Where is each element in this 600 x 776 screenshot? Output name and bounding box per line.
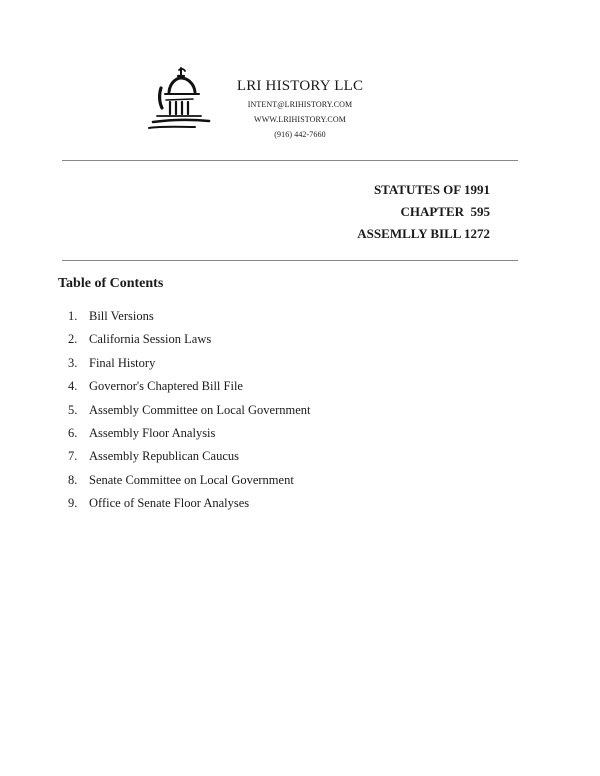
toc-item-label: Senate Committee on Local Government [89, 472, 294, 487]
toc-item-number: 7. [68, 449, 78, 464]
statutes-label: STATUTES OF 1991 [373, 182, 490, 197]
toc-item-label: Bill Versions [89, 309, 154, 323]
toc-item-number: 4. [68, 379, 78, 394]
bill-label: ASSEMLLY BILL 1272 [357, 226, 490, 241]
toc-item[interactable] [68, 472, 310, 495]
toc-item-label: Office of Senate Floor Analyses [89, 496, 250, 511]
toc-item-label: Assembly Committee on Local Government [89, 402, 311, 417]
toc-item[interactable] [68, 355, 310, 378]
toc-item-label: Governor's Chaptered Bill File [89, 379, 243, 394]
toc-item-number: 2. [68, 332, 78, 347]
toc-item[interactable] [68, 331, 310, 354]
toc-item-number: 5. [68, 402, 78, 417]
toc-item-number: 9. [68, 496, 78, 511]
company-name: LRI HISTORY LLC [236, 78, 364, 94]
toc-item-number: 1. [68, 309, 78, 323]
bill-info-divider [62, 260, 518, 261]
capitol-dome-logo-icon [143, 64, 213, 136]
toc-item-number: 8. [68, 472, 78, 487]
toc-item[interactable] [68, 378, 310, 401]
contact-website: WWW.LRIHISTORY.COM [254, 115, 346, 124]
header-divider [62, 160, 518, 161]
toc-title: Table of Contents [58, 276, 164, 291]
contact-phone: (916) 442-7660 [274, 130, 326, 139]
toc-item-label: Final History [89, 355, 156, 370]
toc-item-number: 6. [68, 425, 78, 440]
toc-item-number: 3. [68, 355, 78, 370]
toc-item[interactable] [68, 425, 310, 448]
toc-item-label: California Session Laws [89, 332, 212, 347]
contact-email: INTENT@LRIHISTORY.COM [247, 100, 353, 109]
toc-list [68, 308, 310, 519]
toc-item[interactable] [68, 402, 310, 425]
toc-item-label: Assembly Floor Analysis [89, 425, 216, 440]
toc-item[interactable] [68, 448, 310, 471]
toc-item-label: Assembly Republican Caucus [89, 449, 239, 464]
chapter-label: CHAPTER 595 [400, 204, 490, 219]
toc-item[interactable] [68, 495, 310, 518]
toc-item[interactable] [68, 308, 310, 331]
